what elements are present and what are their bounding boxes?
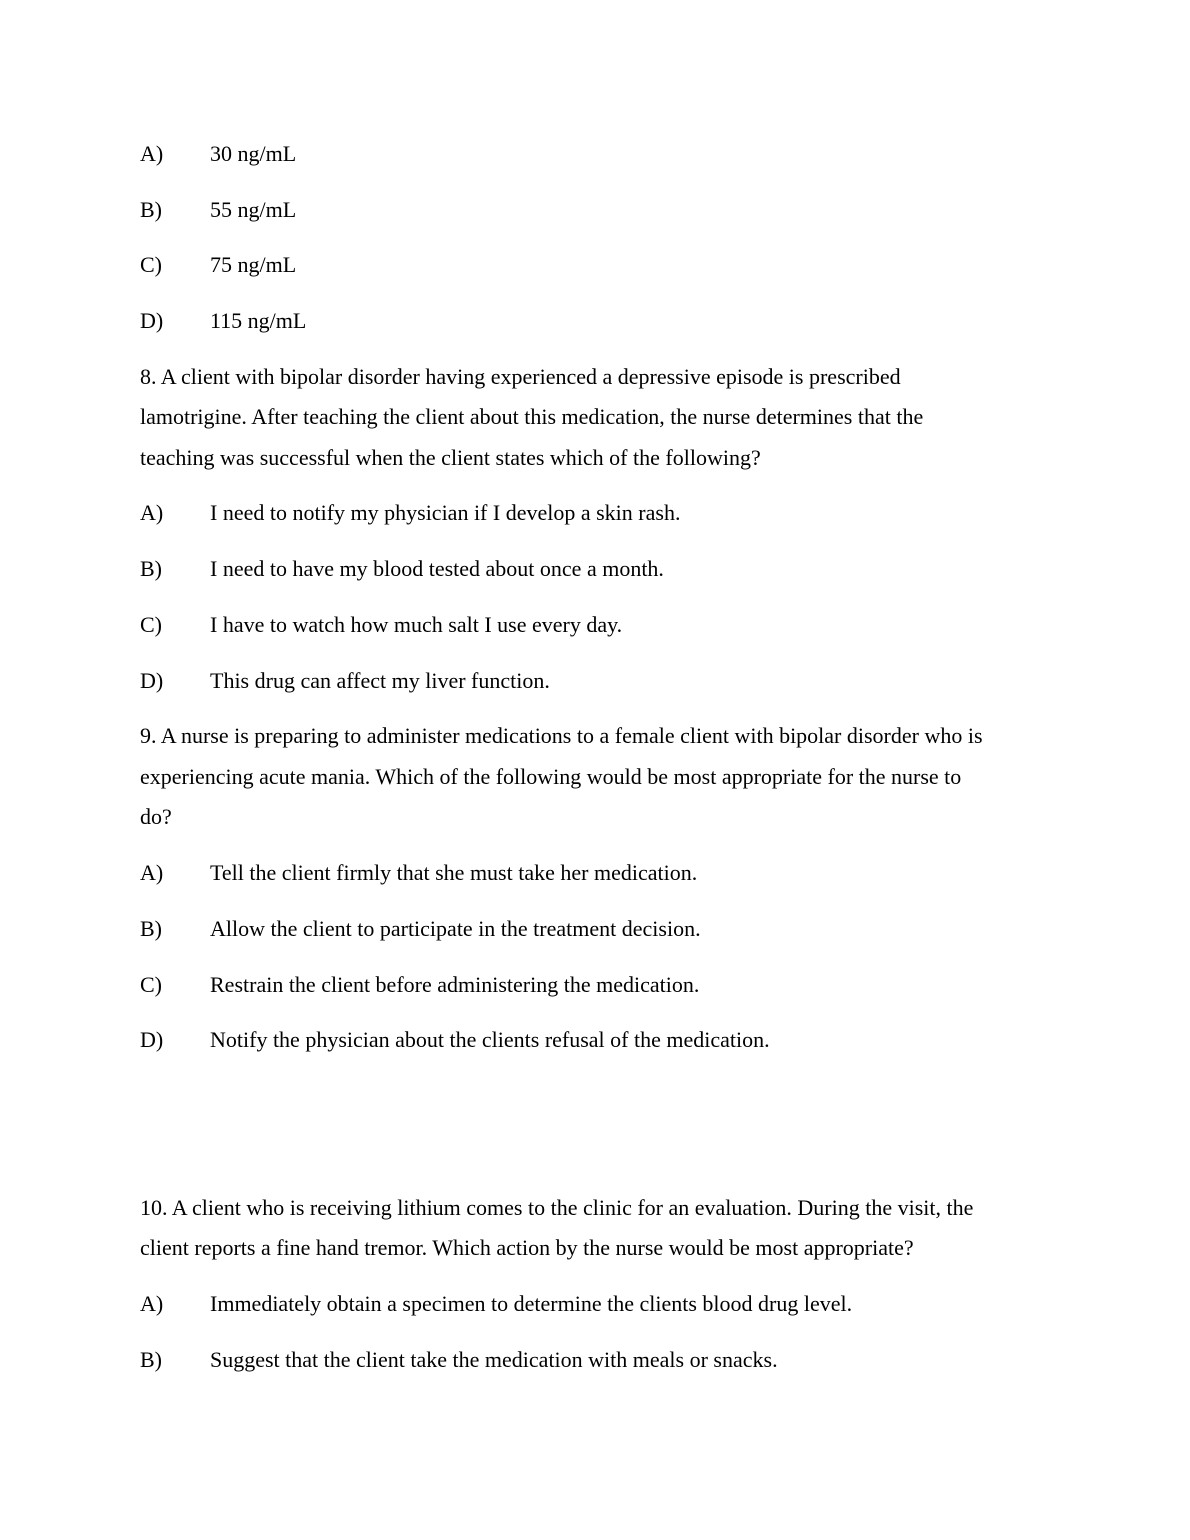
q10-option-a-text: Immediately obtain a specimen to determine the clients blood drug level. — [210, 1291, 853, 1316]
option-text: 75 ng/mL — [210, 252, 297, 277]
q9-option-a-text: Tell the client firmly that she must take her medication. — [210, 860, 698, 885]
option-letter: C) — [140, 972, 162, 997]
option-letter: D) — [140, 308, 164, 333]
option-letter: A) — [140, 500, 164, 525]
question-8-line-2: lamotrigine. After teaching the client about this medication, the nurse determines that the — [140, 404, 924, 429]
option-letter: C) — [140, 252, 162, 277]
option-letter: C) — [140, 612, 162, 637]
option-letter: B) — [140, 556, 162, 581]
option-letter: B) — [140, 916, 162, 941]
option-text: 115 ng/mL — [210, 308, 307, 333]
question-10-line-1: 10. A client who is receiving lithium comes to the clinic for an evaluation. During the visit, the — [140, 1195, 974, 1220]
option-text: 55 ng/mL — [210, 197, 297, 222]
option-letter: B) — [140, 197, 162, 222]
option-text: 30 ng/mL — [210, 141, 297, 166]
option-letter: D) — [140, 668, 164, 693]
question-9-line-2: experiencing acute mania. Which of the following would be most appropriate for the nurse to — [140, 764, 962, 789]
question-8-line-3: teaching was successful when the client states which of the following? — [140, 445, 761, 470]
q10-option-b-text: Suggest that the client take the medication with meals or snacks. — [210, 1347, 778, 1372]
q8-option-d-text: This drug can affect my liver function. — [210, 668, 550, 693]
q8-option-b-text: I need to have my blood tested about once a month. — [210, 556, 664, 581]
option-letter: A) — [140, 1291, 164, 1316]
q9-option-c-text: Restrain the client before administering the medication. — [210, 972, 700, 997]
option-letter: A) — [140, 860, 164, 885]
option-letter: B) — [140, 1347, 162, 1372]
q9-option-b-text: Allow the client to participate in the treatment decision. — [210, 916, 701, 941]
q9-option-d-text: Notify the physician about the clients refusal of the medication. — [210, 1027, 770, 1052]
option-letter: D) — [140, 1027, 164, 1052]
q8-option-c-text: I have to watch how much salt I use every day. — [210, 612, 623, 637]
question-9-line-1: 9. A nurse is preparing to administer medications to a female client with bipolar disorder who is — [140, 723, 983, 748]
question-10-line-2: client reports a fine hand tremor. Which action by the nurse would be most appropriate? — [140, 1235, 914, 1260]
question-9-line-3: do? — [140, 804, 172, 829]
q8-option-a-text: I need to notify my physician if I develop a skin rash. — [210, 500, 681, 525]
question-8-line-1: 8. A client with bipolar disorder having experienced a depressive episode is prescribed — [140, 364, 901, 389]
option-letter: A) — [140, 141, 164, 166]
